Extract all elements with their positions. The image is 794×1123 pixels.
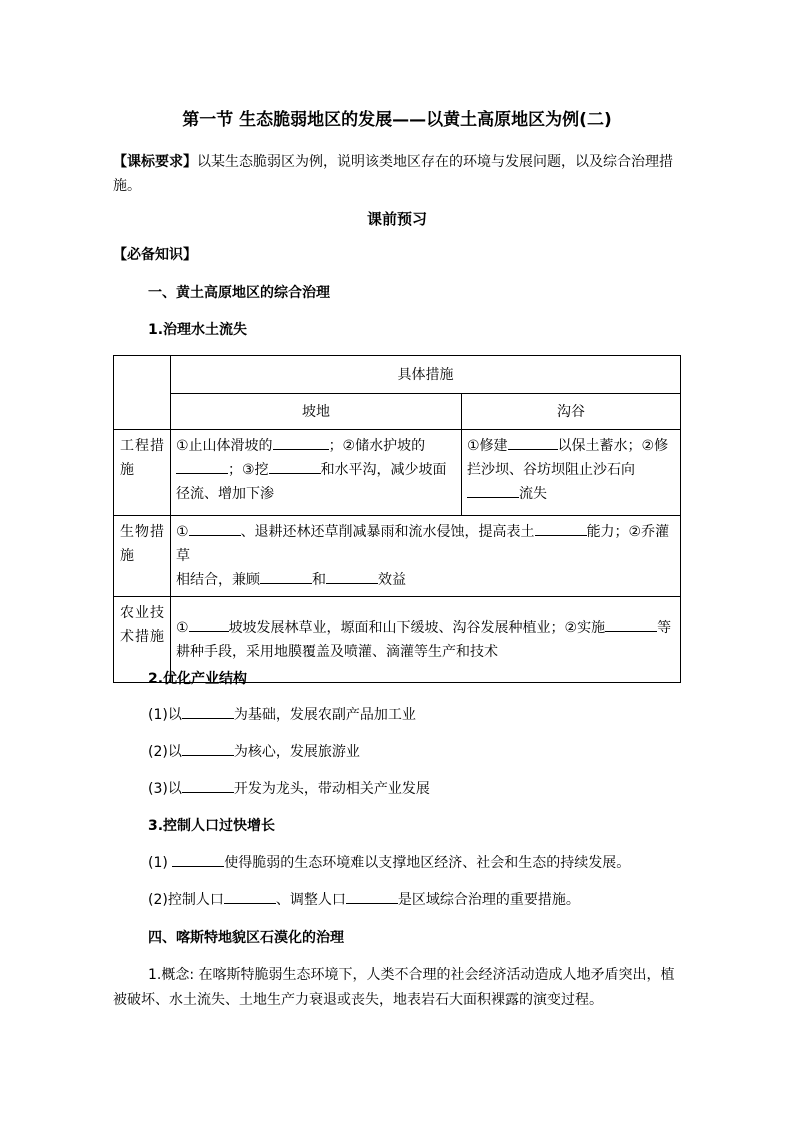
requirement-line1 <box>113 150 673 175</box>
table-header-main: 具体措施 <box>171 356 681 394</box>
blank-field[interactable] <box>182 778 234 793</box>
text-fragment: 相结合，兼顾 <box>176 572 260 588</box>
blank-field[interactable] <box>605 617 657 632</box>
population-item-2 <box>148 888 580 913</box>
text-fragment: 和水平沟，减少坡面 <box>320 462 447 478</box>
text-fragment: 能力；②乔灌草 <box>176 524 670 564</box>
part4-heading: 四、喀斯特地貌区石漠化的治理 <box>148 930 344 946</box>
row-label-engineering: 工程措施 <box>114 430 171 516</box>
concept-line2: 被破坏、水土流失、土地生产力衰退或丧失，地表岩石大面积裸露的演变过程。 <box>113 992 603 1008</box>
text-fragment: 开发为龙头，带动相关产业发展 <box>233 781 430 797</box>
sub3-heading: 3.控制人口过快增长 <box>148 818 276 834</box>
sub1-heading: 1.治理水土流失 <box>148 322 248 338</box>
table-col-gully: 沟谷 <box>462 394 681 430</box>
text-fragment: 耕种手段，采用地膜覆盖及喷灌、滴灌等生产和技术 <box>176 643 498 660</box>
text-fragment: 是区域综合治理的重要措施。 <box>397 892 580 908</box>
section-title: 课前预习 <box>366 210 427 228</box>
text-fragment: (2)以 <box>148 744 182 760</box>
blank-field[interactable] <box>176 459 228 474</box>
industry-item-2 <box>148 740 360 765</box>
industry-item-3 <box>148 777 430 802</box>
row-label-agricultural: 农业技术措施 <box>114 597 171 683</box>
blank-field[interactable] <box>182 741 234 756</box>
text-fragment: 径流、增加下渗 <box>176 486 274 502</box>
blank-field[interactable] <box>189 521 241 536</box>
text-fragment: 效益 <box>378 572 406 588</box>
population-item-1 <box>148 851 630 876</box>
text-fragment: 为基础，发展农副产品加工业 <box>233 707 416 723</box>
sub2-heading: 2.优化产业结构 <box>148 671 248 687</box>
text-fragment: 、调整人口 <box>275 892 346 908</box>
text-fragment: 拦沙坝、谷坊坝阻止沙石向 <box>467 462 635 478</box>
blank-field[interactable] <box>467 483 519 498</box>
part1-heading: 一、黄土高原地区的综合治理 <box>148 285 330 301</box>
blank-field[interactable] <box>189 617 229 632</box>
text-fragment: 和 <box>312 572 326 588</box>
text-fragment: 等 <box>657 619 672 636</box>
row-label-biological: 生物措施 <box>114 516 171 597</box>
text-fragment: ①修建 <box>467 438 508 454</box>
blank-field[interactable] <box>535 521 587 536</box>
concept-line1: 1.概念: 在喀斯特脆弱生态环境下，人类不合理的社会经济活动造成人地矛盾突出，植 <box>148 967 675 983</box>
blank-field[interactable] <box>269 459 321 474</box>
text-fragment: ；②储水护坡的 <box>328 438 426 454</box>
text-fragment: ① <box>176 524 189 540</box>
blank-field[interactable] <box>260 569 312 584</box>
text-fragment: 以保土蓄水；②修 <box>557 438 669 454</box>
text-fragment: 、退耕还林还草削减暴雨和流水侵蚀，提高表土 <box>240 524 535 540</box>
measures-table <box>113 355 681 683</box>
requirement-text: 以某生态脆弱区为例，说明该类地区存在的环境与发展问题，以及综合治理措 <box>197 154 673 170</box>
text-fragment: 坡坡发展林草业，塬面和山下缓坡、沟谷发展种植业；②实施 <box>228 619 606 636</box>
text-fragment: 为核心，发展旅游业 <box>233 744 360 760</box>
engineering-gully-cell <box>462 430 681 516</box>
text-fragment: (1)以 <box>148 707 182 723</box>
blank-field[interactable] <box>326 569 378 584</box>
blank-field[interactable] <box>224 889 276 904</box>
blank-field[interactable] <box>508 435 558 450</box>
page-title: 第一节 生态脆弱地区的发展——以黄土高原地区为例(二) <box>182 110 612 130</box>
industry-item-1 <box>148 703 416 728</box>
text-fragment: ①止山体滑坡的 <box>176 438 273 454</box>
text-fragment: (2)控制人口 <box>148 892 224 908</box>
requirement-label: 【课标要求】 <box>113 154 197 170</box>
text-fragment: ① <box>176 619 189 636</box>
knowledge-label: 【必备知识】 <box>113 247 197 263</box>
requirement-line2: 施。 <box>113 178 141 194</box>
table-corner-cell <box>114 356 171 430</box>
text-fragment: 使得脆弱的生态环境难以支撑地区经济、社会和生态的持续发展。 <box>224 855 631 871</box>
blank-field[interactable] <box>273 435 329 450</box>
text-fragment: 流失 <box>519 486 547 502</box>
text-fragment: ；③挖 <box>228 462 269 478</box>
text-fragment: (1) <box>148 855 173 871</box>
blank-field[interactable] <box>182 704 234 719</box>
text-fragment: (3)以 <box>148 781 182 797</box>
engineering-slope-cell <box>171 430 462 516</box>
blank-field[interactable] <box>346 889 398 904</box>
table-col-slope: 坡地 <box>171 394 462 430</box>
blank-field[interactable] <box>172 852 224 867</box>
biological-cell <box>171 516 681 597</box>
